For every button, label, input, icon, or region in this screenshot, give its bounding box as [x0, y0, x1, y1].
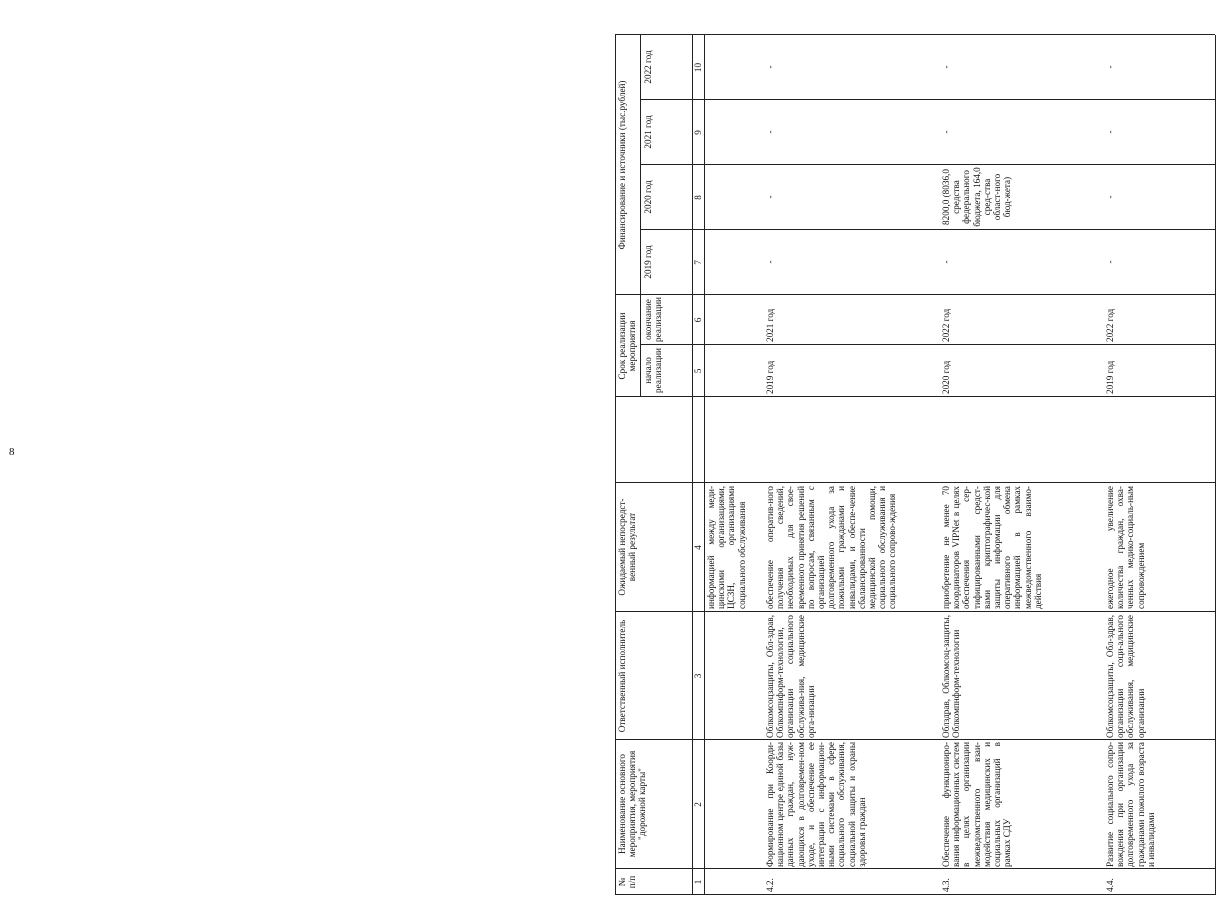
- row-4-3-fin-2019: -: [941, 260, 951, 264]
- row-4-2-result: обеспечение оператив-ного получения сведений, необходимых для свое-временного принятия решений по вопросам, связанным с организацией долговременного ухода за пожилыми гражданами и инвалидами, и обеспе-чение сбалансированности медицинской помощи, социального обслуживания и социального сопрово-ждения: [765, 486, 898, 609]
- row-4-4-fin-2020: -: [1105, 195, 1115, 199]
- col-number: 3: [693, 673, 703, 679]
- row-continuation-result: информацией между меди-цинскими организациями, ЦСЗН, организациями социального обслуживания: [706, 486, 747, 609]
- col-number: 2: [693, 802, 703, 807]
- row-4-3-executor: Облздрав, Облкомсоц-защиты, Облкомпнформ-технологии: [941, 615, 962, 738]
- row-4-3-number: 4.3.: [941, 878, 951, 892]
- row-4-4-start: 2019 год: [1105, 360, 1115, 394]
- col-number: 1: [693, 879, 703, 885]
- row-4-3-end: 2022 год: [941, 308, 951, 342]
- row-4-3-fin-2022: -: [941, 65, 951, 69]
- row-4-3-start: 2020 год: [941, 360, 951, 394]
- header-result: Ожидаемый непосредст-венный результат: [617, 498, 638, 596]
- col-number: 6: [693, 317, 703, 323]
- header-term: Срок реализации мероприятия: [617, 312, 638, 380]
- row-4-4-fin-2021: -: [1105, 130, 1115, 134]
- row-4-2-fin-2022: -: [765, 65, 775, 69]
- header-term-start: начало реализации: [643, 348, 664, 393]
- row-4-2-fin-2021: -: [765, 130, 775, 134]
- row-4-2-fin-2020: -: [765, 195, 775, 199]
- col-number: 9: [693, 130, 703, 135]
- row-4-3-name: Обеспечение функциониро-вания информационных систем в целях организации межведомственного взаи-модействия медицинских и социальных организаций в рамках СДУ: [941, 742, 1013, 867]
- row-4-3-fin-2020: 8200,0 (8036,0 средства федерального бюджета, 164,0 сред-ства област-ного бюд-жета): [941, 167, 1013, 227]
- page-number: 8: [9, 446, 15, 458]
- header-finance: Финансирование и источники (тыс.рублей): [617, 80, 627, 250]
- row-4-4-number: 4.4.: [1105, 878, 1115, 892]
- row-4-4-result: ежегодное увеличение количества граждан, охва-ченных медико-социаль-ным сопровождением: [1105, 486, 1146, 609]
- header-year-2020: 2020 год: [643, 180, 653, 214]
- row-4-3-fin-2021: -: [941, 130, 951, 134]
- row-4-4-fin-2019: -: [1105, 260, 1115, 264]
- row-4-2-number: 4.2.: [765, 878, 775, 892]
- row-4-4-executor: Облкомсоцзащиты, Обл-здрав, организации соци-ального обслуживания, медицинские организации: [1105, 615, 1146, 738]
- header-executor: Ответственный исполнитель: [617, 619, 627, 733]
- row-4-2-executor: Облкомсоцзащиты, Обл-здрав, Облкомпнформ-технологии, организации социального обслужива-ния, медицинские орга-низации: [765, 615, 816, 738]
- header-year-2021: 2021 год: [643, 115, 653, 149]
- header-year-2022: 2022 год: [643, 50, 653, 84]
- header-year-2019: 2019 год: [643, 245, 653, 279]
- header-name: Наименование основного мероприятия, мероприятия "дорожной карты": [617, 750, 648, 858]
- col-number: 5: [693, 368, 703, 374]
- row-4-3-result: приобретение не менее 70 координаторов VIPNet в целях обеспечения сер-тифицированными средст-вами криптографичес-кой защиты информации для оперативного обмена информацией в рамках межведомственного взаимо-действия: [941, 486, 1043, 609]
- col-number: 7: [693, 260, 703, 265]
- row-4-4-name: Развитие социального сопро-вождения при организации долговременного ухода за гражданами пожилого возраста и инвалидами: [1105, 742, 1156, 867]
- row-4-2-fin-2019: -: [765, 260, 775, 264]
- rotated-table-page: [615, 35, 1215, 895]
- row-4-2-start: 2019 год: [765, 360, 775, 394]
- col-number: 10: [693, 62, 703, 73]
- header-number: № п/п: [617, 875, 638, 889]
- row-4-4-end: 2022 год: [1105, 308, 1115, 342]
- row-4-2-name: Формирование при Коорди-национном центре единой базы данных граждан, нуж-дающихся в долговремен-ном уходе, и обеспечение ее интеграции с информацион-ными системами в сфере социального обслуживания, социальной защиты и охраны здоровья граждан: [765, 742, 867, 867]
- row-4-2-end: 2021 год: [765, 308, 775, 342]
- col-number: 8: [693, 195, 703, 200]
- header-term-end: окончание реализации: [643, 297, 664, 342]
- col-number: 4: [693, 545, 703, 550]
- row-4-4-fin-2022: -: [1105, 65, 1115, 69]
